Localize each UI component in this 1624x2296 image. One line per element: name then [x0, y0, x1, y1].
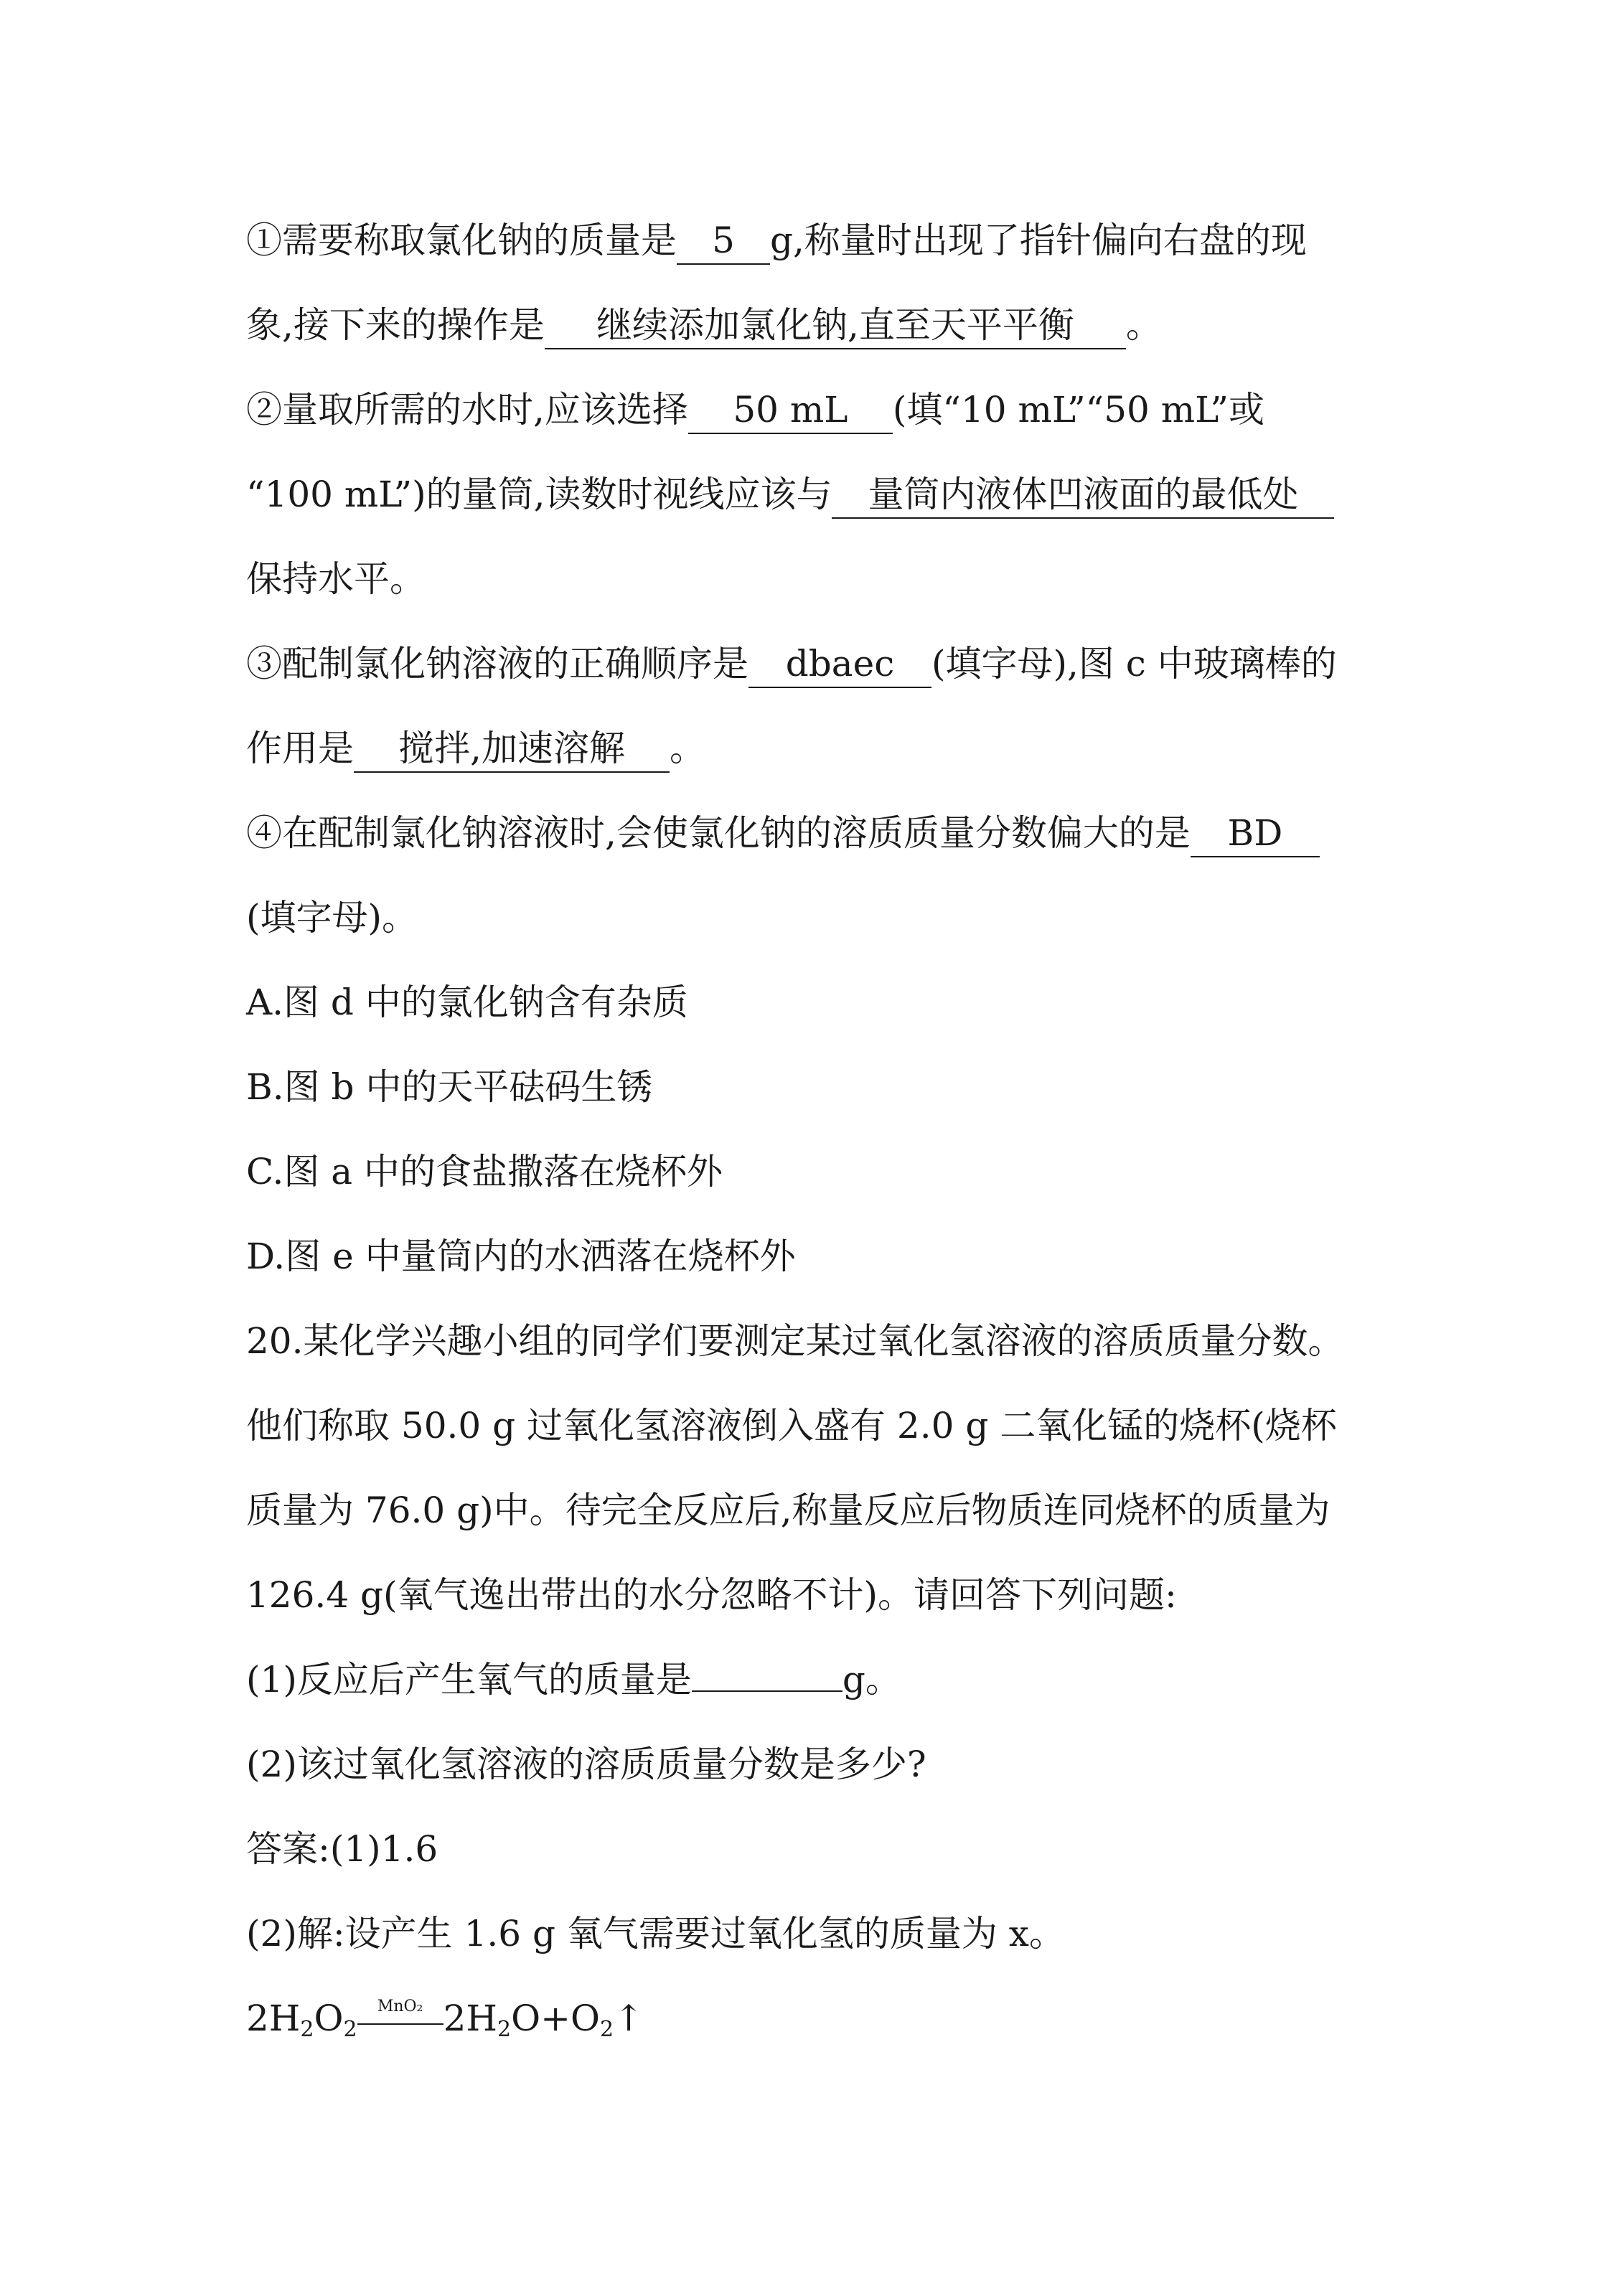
q19-part1-line2	[246, 300, 1162, 350]
text: O+O	[511, 1998, 601, 2039]
q19-part2-line2	[246, 469, 1334, 519]
q20-sub1	[246, 1655, 901, 1705]
text: 2H	[246, 1998, 301, 2039]
q19-part2-line3	[246, 554, 426, 604]
text: ③配制氯化钠溶液的正确顺序是	[246, 643, 748, 684]
subscript: 2	[343, 2017, 357, 2042]
reaction-bar	[357, 2023, 443, 2025]
option-b: B.图 b 中的天平砝码生锈	[246, 1066, 653, 1108]
q19-part4-line1	[246, 808, 1320, 858]
q19-part3-line2	[246, 723, 705, 773]
answer-blank: 50 mL	[688, 387, 893, 434]
option-d: D.图 e 中量筒内的水洒落在烧杯外	[246, 1236, 796, 1277]
chemical-equation	[246, 1993, 644, 2055]
q20-sub2: (2)该过氧化氢溶液的溶质质量分数是多少?	[246, 1744, 926, 1785]
q20-stem-line3: 质量为 76.0 g)中。待完全反应后,称量反应后物质连同烧杯的质量为	[246, 1490, 1330, 1531]
text: (填字母)。	[246, 897, 418, 938]
q19-part1-line1	[246, 215, 1307, 265]
option-a: A.图 d 中的氯化钠含有杂质	[246, 982, 688, 1023]
gas-up-arrow-icon: ↑	[614, 1998, 644, 2039]
answer-blank: 搅拌,加速溶解	[354, 725, 670, 773]
q20-stem-line2: 他们称取 50.0 g 过氧化氢溶液倒入盛有 2.0 g 二氧化锰的烧杯(烧杯	[246, 1405, 1337, 1446]
answer-blank: 量筒内液体凹液面的最低处	[832, 471, 1334, 519]
answer-blank: 5	[677, 217, 770, 265]
text: g,称量时出现了指针偏向右盘的现	[770, 220, 1307, 261]
text: ①需要称取氯化钠的质量是	[246, 220, 677, 261]
answer-blank: dbaec	[748, 641, 931, 688]
subscript: 2	[497, 2017, 512, 2042]
answer-line1: 答案:(1)1.6	[246, 1828, 438, 1870]
q20-stem-line1: 20.某化学兴趣小组的同学们要测定某过氧化氢溶液的溶质质量分数。	[246, 1320, 1344, 1362]
q19-part2-line1	[246, 385, 1264, 435]
reaction-arrow	[357, 1998, 443, 2033]
q19-part3-line1	[246, 639, 1337, 689]
text: 保持水平。	[246, 558, 426, 600]
text: 。	[1125, 304, 1162, 346]
answer-blank	[692, 1690, 842, 1692]
text: 2H	[443, 1998, 498, 2039]
subscript: 2	[600, 2017, 614, 2042]
answer-line2: (2)解:设产生 1.6 g 氧气需要过氧化氢的质量为 x。	[246, 1913, 1065, 1954]
text: ②量取所需的水时,应该选择	[246, 389, 688, 430]
subscript: 2	[300, 2017, 314, 2042]
q19-part4-line2	[246, 893, 418, 943]
answer-blank: 继续添加氯化钠,直至天平平衡	[545, 302, 1126, 349]
q20-stem-line4: 126.4 g(氧气逸出带出的水分忽略不计)。请回答下列问题:	[246, 1574, 1177, 1616]
text: (填字母),图 c 中玻璃棒的	[931, 643, 1337, 684]
text: 象,接下来的操作是	[246, 304, 545, 346]
text: ④在配制氯化钠溶液时,会使氯化钠的溶质质量分数偏大的是	[246, 812, 1191, 854]
option-c: C.图 a 中的食盐撒落在烧杯外	[246, 1151, 723, 1192]
reaction-condition: MnO₂	[377, 1998, 423, 2015]
answer-blank: BD	[1191, 810, 1320, 857]
text: O	[314, 1998, 344, 2039]
text: “100 mL”)的量筒,读数时视线应该与	[246, 474, 832, 515]
text: (1)反应后产生氧气的质量是	[246, 1659, 692, 1700]
text: 作用是	[246, 728, 354, 769]
text: 。	[670, 728, 705, 769]
text: (填“10 mL”“50 mL”或	[892, 389, 1264, 430]
text: g。	[842, 1659, 901, 1700]
